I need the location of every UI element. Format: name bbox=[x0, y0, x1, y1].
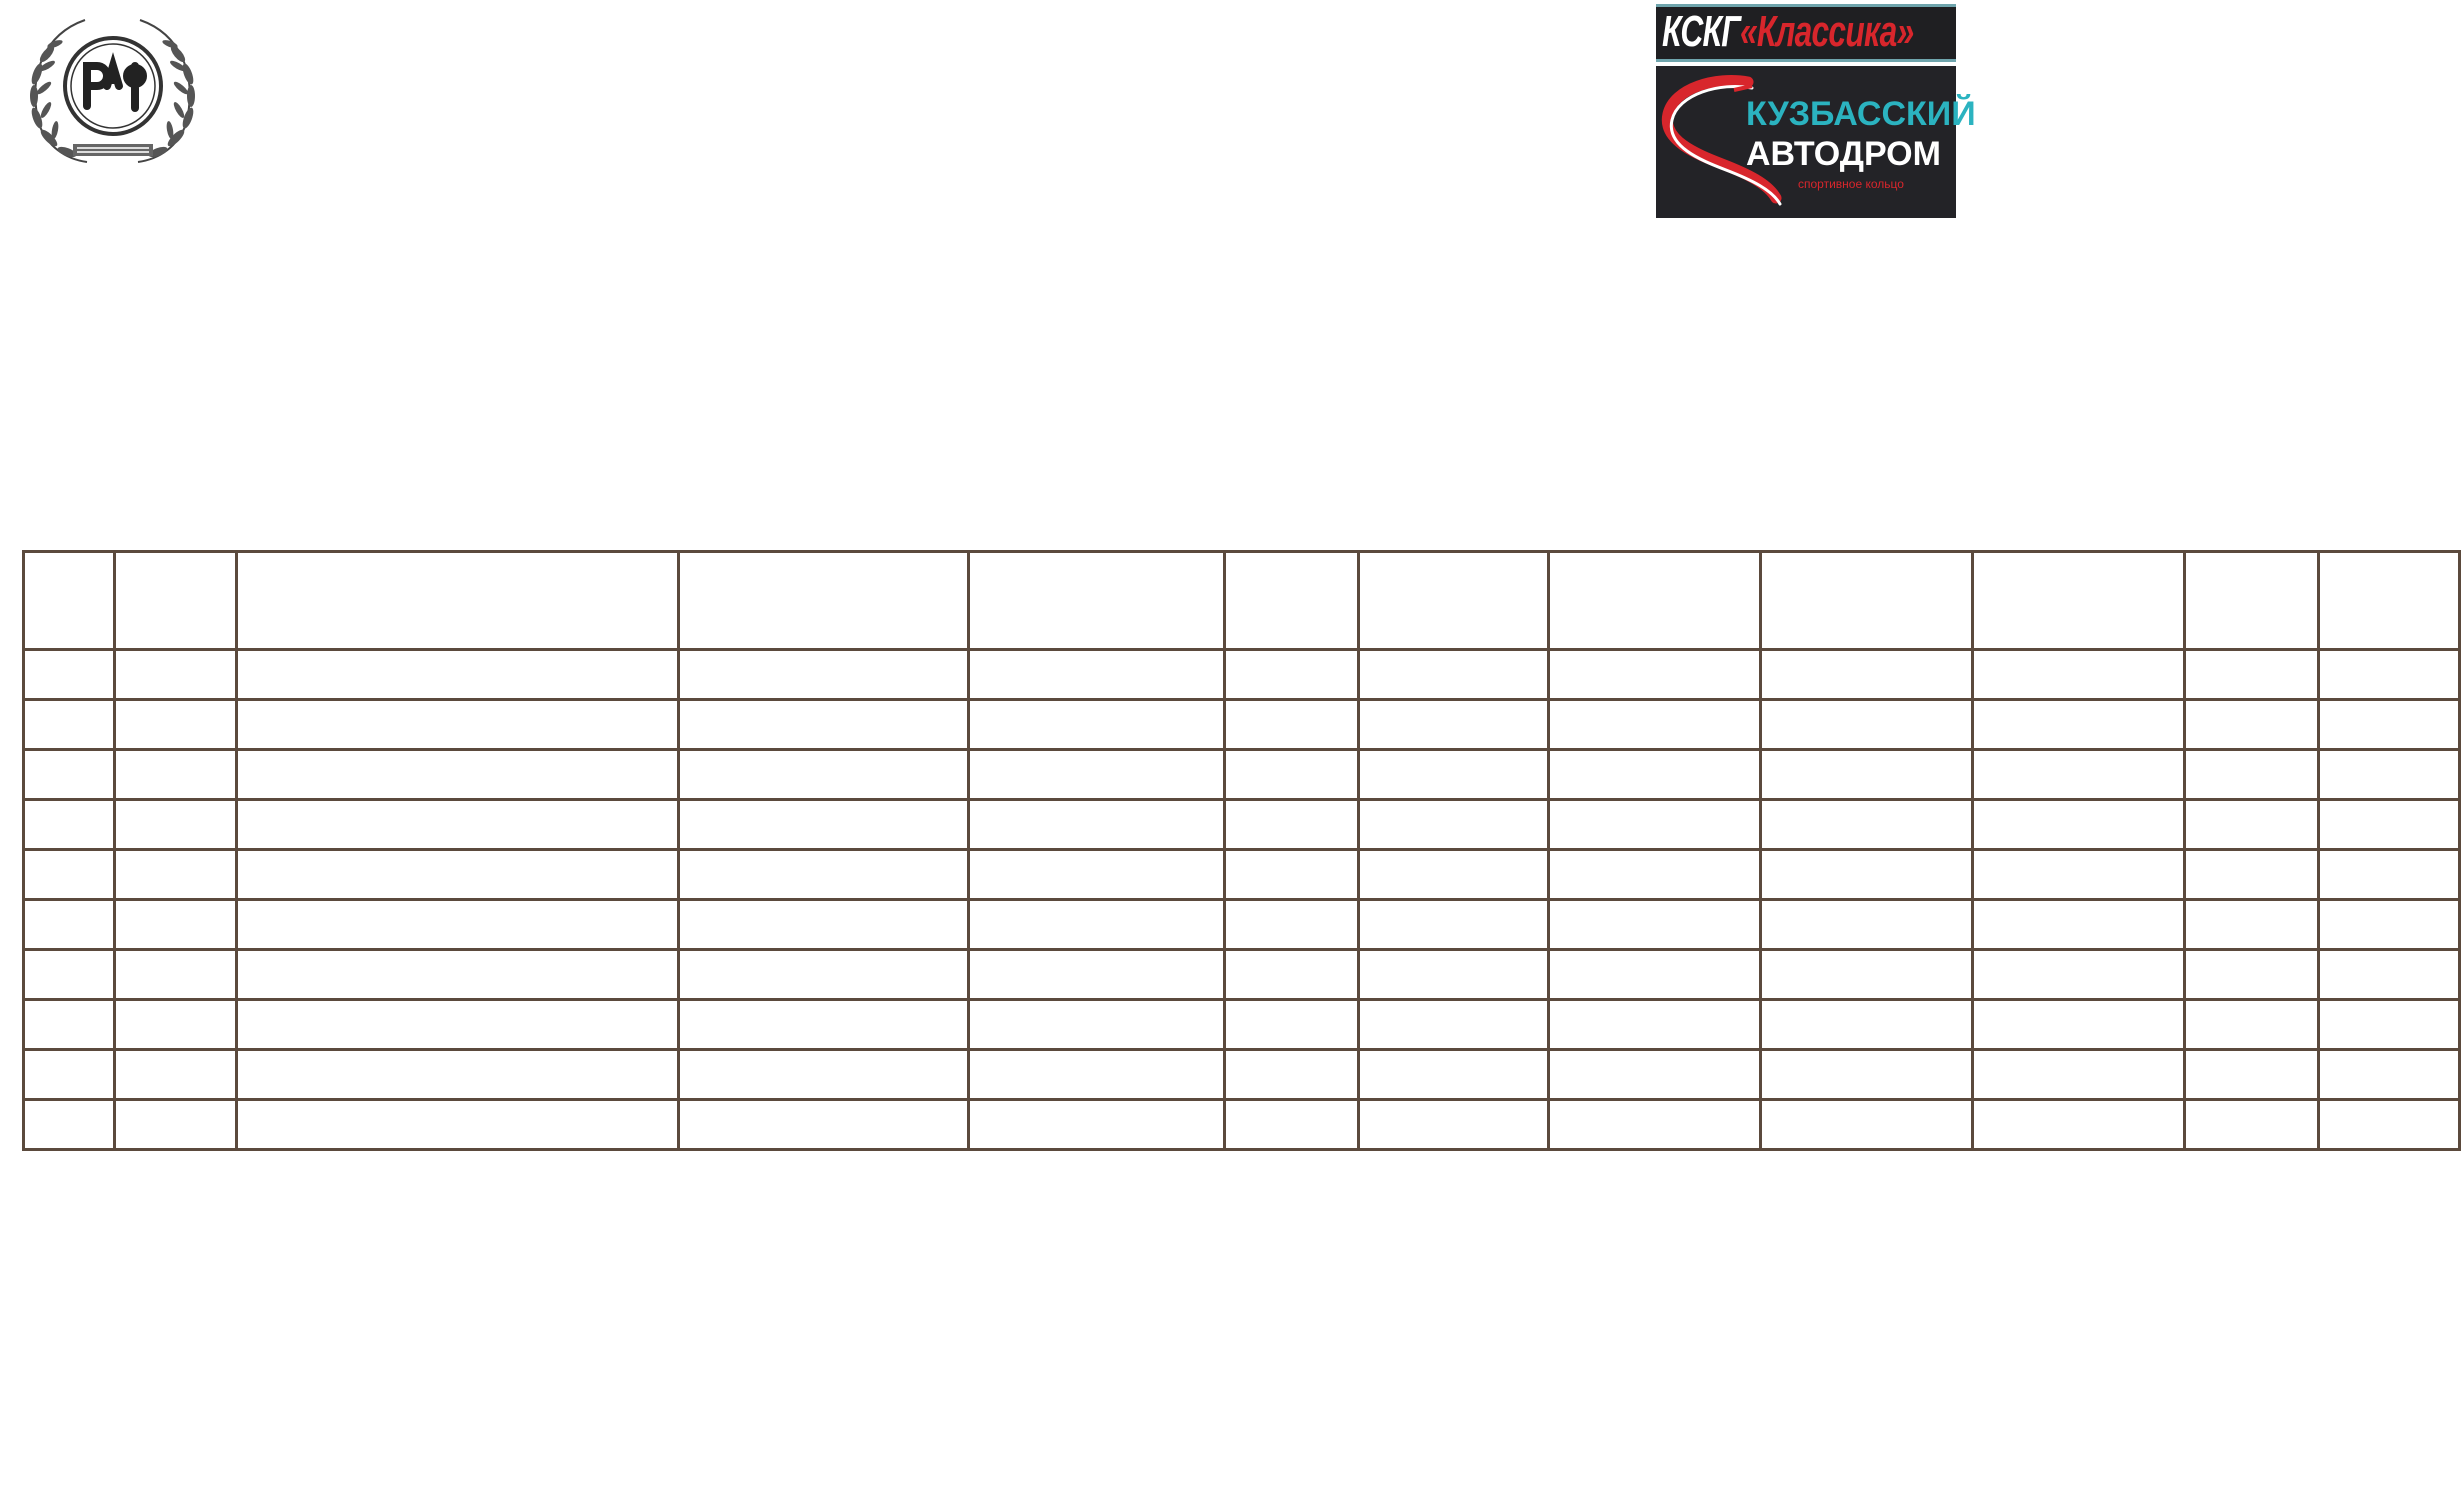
table-cell bbox=[1761, 750, 1973, 800]
table-row bbox=[24, 850, 2460, 900]
table-cell bbox=[237, 700, 679, 750]
table-cell bbox=[679, 750, 969, 800]
table-header-cell bbox=[679, 552, 969, 650]
table-header-cell bbox=[1549, 552, 1761, 650]
table-cell bbox=[1973, 1000, 2185, 1050]
table-cell bbox=[1359, 1100, 1549, 1150]
table-cell bbox=[1225, 650, 1359, 700]
brand-top-red-text: «Классика» bbox=[1739, 7, 1914, 56]
raf-emblem-logo bbox=[25, 14, 200, 169]
table-cell bbox=[1549, 800, 1761, 850]
table-cell bbox=[115, 900, 237, 950]
table-cell bbox=[1973, 1050, 2185, 1100]
table-cell bbox=[2319, 1000, 2460, 1050]
table-cell bbox=[1549, 650, 1761, 700]
table-cell bbox=[679, 650, 969, 700]
table-cell bbox=[1761, 850, 1973, 900]
table-cell bbox=[237, 1050, 679, 1100]
table-cell bbox=[237, 800, 679, 850]
table-cell bbox=[1549, 850, 1761, 900]
table-cell bbox=[1225, 900, 1359, 950]
table-cell bbox=[679, 850, 969, 900]
table-row bbox=[24, 950, 2460, 1000]
table-cell bbox=[1761, 1050, 1973, 1100]
table-cell bbox=[115, 800, 237, 850]
table-cell bbox=[2319, 900, 2460, 950]
table-cell bbox=[1973, 950, 2185, 1000]
table-header-cell bbox=[1225, 552, 1359, 650]
table-cell bbox=[1359, 800, 1549, 850]
table-cell bbox=[969, 950, 1225, 1000]
table-cell bbox=[1761, 650, 1973, 700]
table-cell bbox=[237, 750, 679, 800]
table-cell bbox=[679, 900, 969, 950]
brand-main-block bbox=[1656, 66, 1976, 218]
table-cell bbox=[2319, 750, 2460, 800]
table-cell bbox=[1761, 700, 1973, 750]
table-cell bbox=[2185, 900, 2319, 950]
table-cell bbox=[679, 950, 969, 1000]
table-cell bbox=[2185, 650, 2319, 700]
table-cell bbox=[1761, 950, 1973, 1000]
table-cell bbox=[1973, 900, 2185, 950]
table-cell bbox=[115, 700, 237, 750]
table-cell bbox=[1973, 750, 2185, 800]
table-cell bbox=[237, 650, 679, 700]
table-cell bbox=[1761, 800, 1973, 850]
table-header-cell bbox=[2185, 552, 2319, 650]
table-cell bbox=[1359, 1000, 1549, 1050]
table-cell bbox=[969, 1100, 1225, 1150]
table-header-cell bbox=[969, 552, 1225, 650]
table-cell bbox=[115, 650, 237, 700]
table-header-row bbox=[24, 552, 2460, 650]
table-cell bbox=[115, 1000, 237, 1050]
table-row bbox=[24, 1050, 2460, 1100]
table-cell bbox=[115, 1050, 237, 1100]
table-cell bbox=[2319, 800, 2460, 850]
table-cell bbox=[1549, 1050, 1761, 1100]
table-cell bbox=[1359, 650, 1549, 700]
table-header-cell bbox=[115, 552, 237, 650]
table-cell bbox=[1225, 800, 1359, 850]
table-cell bbox=[115, 750, 237, 800]
brand-top-white-text: КСКГ bbox=[1662, 7, 1740, 56]
table-header-cell bbox=[2319, 552, 2460, 650]
table-cell bbox=[1359, 1050, 1549, 1100]
table-cell bbox=[1225, 1050, 1359, 1100]
table-cell bbox=[115, 850, 237, 900]
table-cell bbox=[969, 800, 1225, 850]
table-cell bbox=[969, 850, 1225, 900]
table-cell bbox=[1973, 650, 2185, 700]
table-cell bbox=[1225, 1100, 1359, 1150]
table-cell bbox=[2185, 950, 2319, 1000]
table-cell bbox=[24, 1050, 115, 1100]
table-cell bbox=[2319, 650, 2460, 700]
table-cell bbox=[2185, 1000, 2319, 1050]
table-cell bbox=[1549, 1000, 1761, 1050]
table-cell bbox=[115, 950, 237, 1000]
table-cell bbox=[1973, 800, 2185, 850]
table-row bbox=[24, 650, 2460, 700]
table-cell bbox=[2319, 700, 2460, 750]
table-cell bbox=[969, 700, 1225, 750]
table-cell bbox=[237, 850, 679, 900]
brand-line-kuzbass: КУЗБАССКИЙ bbox=[1746, 95, 1976, 133]
table-cell bbox=[969, 1050, 1225, 1100]
brand-logo-kuzbass-autodrom bbox=[1656, 4, 1976, 218]
table-cell bbox=[2185, 850, 2319, 900]
table-cell bbox=[2319, 1100, 2460, 1150]
table-cell bbox=[24, 850, 115, 900]
table-cell bbox=[2319, 1050, 2460, 1100]
table-cell bbox=[1359, 750, 1549, 800]
table-cell bbox=[1225, 1000, 1359, 1050]
table-cell bbox=[1549, 1100, 1761, 1150]
table-row bbox=[24, 900, 2460, 950]
table-cell bbox=[1973, 700, 2185, 750]
table-cell bbox=[1225, 850, 1359, 900]
raf-emblem-icon bbox=[25, 14, 200, 169]
table-cell bbox=[969, 900, 1225, 950]
table-cell bbox=[1359, 700, 1549, 750]
table-cell bbox=[237, 1000, 679, 1050]
table-cell bbox=[679, 1050, 969, 1100]
table-cell bbox=[24, 1100, 115, 1150]
table-cell bbox=[24, 950, 115, 1000]
brand-top-text bbox=[1662, 6, 1913, 58]
table-header-cell bbox=[24, 552, 115, 650]
brand-line-autodrom: АВТОДРОМ bbox=[1746, 135, 1941, 173]
table-cell bbox=[2185, 750, 2319, 800]
table-cell bbox=[1549, 750, 1761, 800]
table-cell bbox=[2185, 1100, 2319, 1150]
table-cell bbox=[1225, 700, 1359, 750]
table-cell bbox=[679, 1000, 969, 1050]
table-cell bbox=[969, 750, 1225, 800]
table-cell bbox=[679, 700, 969, 750]
table-cell bbox=[1549, 950, 1761, 1000]
brand-line-subtitle: спортивное кольцо bbox=[1798, 177, 1904, 191]
table-cell bbox=[2319, 850, 2460, 900]
table-cell bbox=[24, 750, 115, 800]
table-cell bbox=[1359, 900, 1549, 950]
table-cell bbox=[1973, 1100, 2185, 1150]
brand-rule-bottom bbox=[1656, 59, 1956, 62]
table-cell bbox=[24, 800, 115, 850]
table-cell bbox=[1359, 950, 1549, 1000]
table-header-cell bbox=[1973, 552, 2185, 650]
table-cell bbox=[2185, 1050, 2319, 1100]
results-table bbox=[22, 550, 2461, 1151]
table-cell bbox=[24, 700, 115, 750]
table-cell bbox=[1549, 700, 1761, 750]
table-cell bbox=[679, 800, 969, 850]
table-row bbox=[24, 750, 2460, 800]
table-row bbox=[24, 800, 2460, 850]
table-cell bbox=[1359, 850, 1549, 900]
table-cell bbox=[24, 900, 115, 950]
table-cell bbox=[237, 1100, 679, 1150]
table-header-cell bbox=[237, 552, 679, 650]
table-cell bbox=[1761, 1100, 1973, 1150]
table-cell bbox=[1549, 900, 1761, 950]
table-cell bbox=[115, 1100, 237, 1150]
table-cell bbox=[1973, 850, 2185, 900]
table-cell bbox=[2185, 800, 2319, 850]
table-cell bbox=[237, 950, 679, 1000]
table-header-cell bbox=[1761, 552, 1973, 650]
table-row bbox=[24, 700, 2460, 750]
table-cell bbox=[24, 1000, 115, 1050]
table-row bbox=[24, 1100, 2460, 1150]
table-cell bbox=[2319, 950, 2460, 1000]
table-cell bbox=[679, 1100, 969, 1150]
table-cell bbox=[1225, 750, 1359, 800]
table-cell bbox=[1225, 950, 1359, 1000]
table-cell bbox=[24, 650, 115, 700]
table-header-cell bbox=[1359, 552, 1549, 650]
table-cell bbox=[2185, 700, 2319, 750]
table-cell bbox=[1761, 900, 1973, 950]
table-row bbox=[24, 1000, 2460, 1050]
table-cell bbox=[969, 1000, 1225, 1050]
brand-top-strip bbox=[1656, 4, 1956, 62]
table-cell bbox=[1761, 1000, 1973, 1050]
table-cell bbox=[969, 650, 1225, 700]
table-cell bbox=[237, 900, 679, 950]
